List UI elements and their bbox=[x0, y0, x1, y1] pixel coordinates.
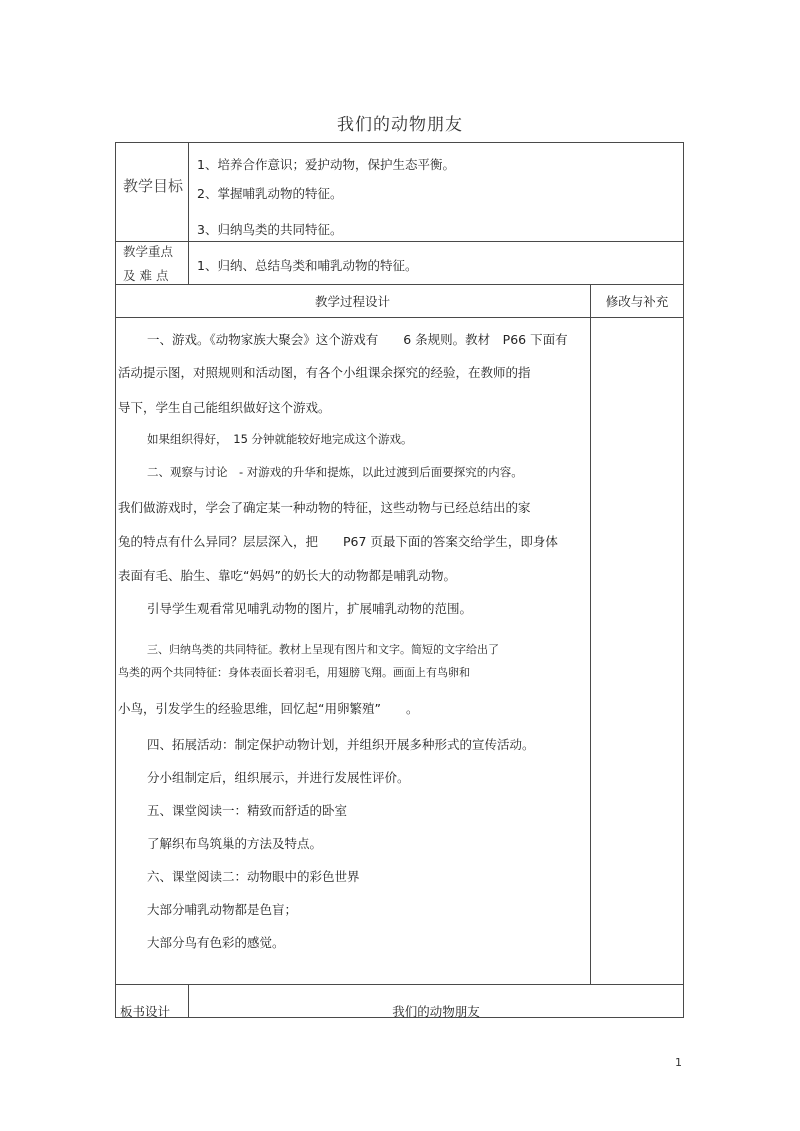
table-border-top bbox=[115, 142, 684, 143]
column-divider-label bbox=[188, 142, 189, 285]
board-content: 我们的动物朋友 bbox=[392, 1004, 480, 1019]
process-line: 我们做游戏时，学会了确定某一种动物的特征，这些动物与已经总结出的家 bbox=[118, 500, 531, 515]
process-line: 五、课堂阅读一：精致而舒适的卧室 bbox=[147, 803, 348, 818]
process-line: 了解织布鸟筑巢的方法及特点。 bbox=[147, 836, 323, 851]
table-border-right bbox=[683, 142, 684, 1018]
lesson-plan-table bbox=[115, 142, 684, 1018]
row-divider-process-header bbox=[115, 317, 684, 318]
column-divider-notes bbox=[590, 284, 591, 985]
objective-item-1: 1、培养合作意识；爱护动物，保护生态平衡。 bbox=[197, 157, 455, 172]
process-line: 导下，学生自己能组织做好这个游戏。 bbox=[118, 400, 331, 415]
page-number: 1 bbox=[675, 1056, 682, 1069]
table-border-left bbox=[115, 142, 116, 1018]
row-divider-objectives bbox=[115, 241, 684, 242]
process-line: 表面有毛、胎生、靠吃“妈妈”的奶长大的动物都是哺乳动物。 bbox=[118, 568, 456, 583]
notes-header: 修改与补充 bbox=[605, 294, 669, 309]
objective-item-2: 2、掌握哺乳动物的特征。 bbox=[197, 186, 343, 201]
row-divider-keypoints bbox=[115, 284, 684, 285]
objectives-label: 教学目标 bbox=[123, 177, 184, 195]
process-line: 六、课堂阅读二：动物眼中的彩色世界 bbox=[147, 869, 360, 884]
row-divider-board bbox=[115, 984, 684, 985]
board-label: 板书设计 bbox=[120, 1004, 171, 1019]
process-line: 引导学生观看常见哺乳动物的图片，扩展哺乳动物的范围。 bbox=[147, 601, 473, 616]
process-line: 二、观察与讨论 - 对游戏的升华和提炼，以此过渡到后面要探究的内容。 bbox=[147, 465, 523, 479]
process-line: 大部分鸟有色彩的感觉。 bbox=[147, 935, 285, 950]
objective-item-3: 3、归纳鸟类的共同特征。 bbox=[197, 222, 343, 237]
process-line: 鸟类的两个共同特征：身体表面长着羽毛，用翅膀飞翔。画面上有鸟卵和 bbox=[118, 666, 470, 679]
document-title: 我们的动物朋友 bbox=[337, 115, 463, 135]
process-line: 三、归纳鸟类的共同特征。教材上呈现有图片和文字。简短的文字给出了 bbox=[147, 643, 499, 656]
process-line: 一、游戏。《动物家族大聚会》这个游戏有 6 条规则。教材 P66 下面有 bbox=[147, 332, 568, 347]
process-header: 教学过程设计 bbox=[314, 294, 390, 309]
keypoints-label-line2: 及 难 点 bbox=[123, 268, 169, 283]
keypoints-content: 1、归纳、总结鸟类和哺乳动物的特征。 bbox=[197, 258, 418, 273]
keypoints-label-line1: 教学重点 bbox=[123, 244, 174, 259]
process-line: 分小组制定后，组织展示，并进行发展性评价。 bbox=[147, 770, 410, 785]
process-line: 小鸟，引发学生的经验思维，回忆起“用卵繁殖” 。 bbox=[118, 701, 419, 716]
process-line: 大部分哺乳动物都是色盲； bbox=[147, 902, 298, 917]
process-line: 如果组织得好， 15 分钟就能较好地完成这个游戏。 bbox=[147, 432, 413, 446]
process-line: 活动提示图，对照规则和活动图，有各个小组课余探究的经验，在教师的指 bbox=[118, 365, 531, 380]
process-line: 四、拓展活动：制定保护动物计划，并组织开展多种形式的宣传活动。 bbox=[147, 737, 535, 752]
process-line: 兔的特点有什么异同？层层深入，把 P67 页最下面的答案交给学生，即身体 bbox=[118, 534, 558, 549]
